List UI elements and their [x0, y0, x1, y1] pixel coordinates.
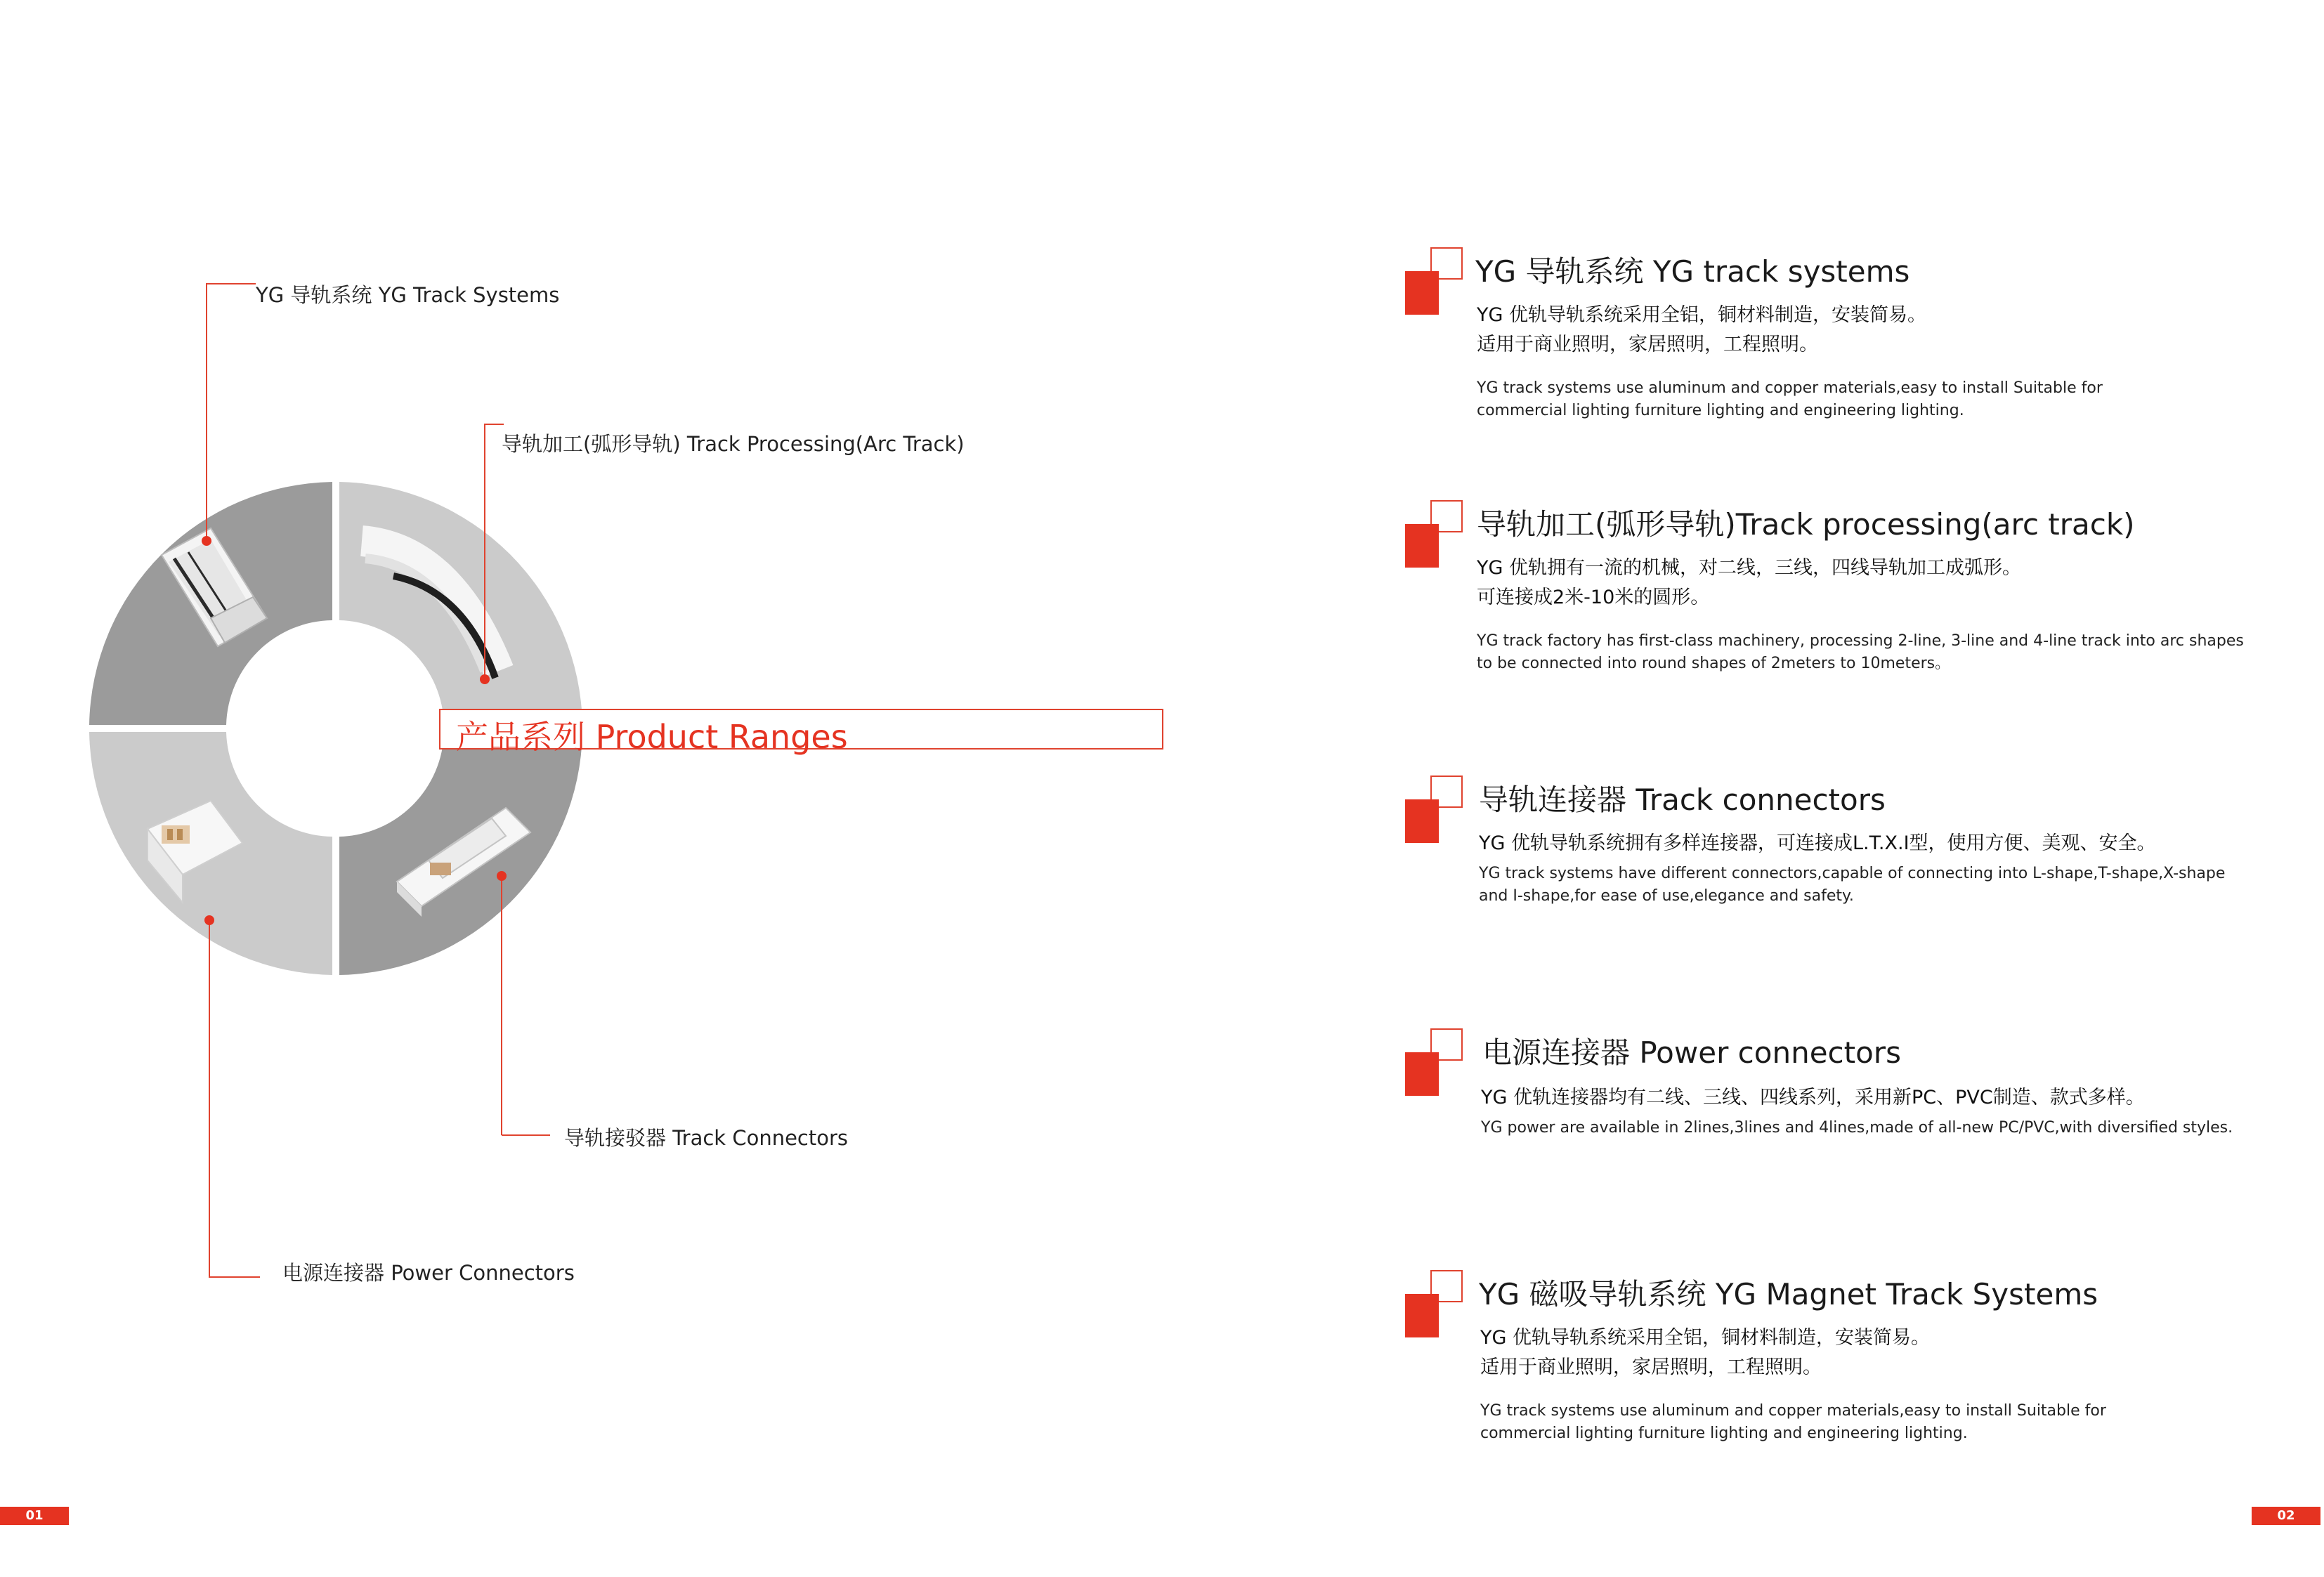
section-cn-line-1: YG 优轨拥有一流的机械，对二线，三线，四线导轨加工成弧形。 — [1477, 557, 2021, 579]
callout-track-systems: YG 导轨系统 YG Track Systems — [256, 283, 560, 307]
section-marker-fill — [1405, 524, 1439, 568]
section-cn-line-1: YG 优轨连接器均有二线、三线、四线系列，采用新PC、PVC制造、款式多样。 — [1481, 1087, 2145, 1108]
section-title: YG 磁吸导轨系统 YG Magnet Track Systems — [1479, 1277, 2098, 1311]
callout-track-connectors: 导轨接驳器 Track Connectors — [564, 1126, 849, 1150]
section-marker-fill — [1405, 1052, 1439, 1096]
section-cn-line-2: 适用于商业照明，家居照明，工程照明。 — [1477, 334, 1818, 355]
section-en-line-2: to be connected into round shapes of 2meters to 10meters。 — [1477, 655, 1951, 672]
callout-arc-track: 导轨加工(弧形导轨) Track Processing(Arc Track) — [502, 432, 965, 456]
section-en-line-1: YG track systems use aluminum and copper materials,easy to install Suitable for — [1477, 379, 2103, 397]
callout-power-connectors: 电源连接器 Power Connectors — [282, 1261, 575, 1285]
section-en-line-1: YG track factory has first-class machinery, processing 2-line, 3-line and 4-line track into arc shapes — [1477, 632, 2244, 650]
product-ranges-banner — [439, 709, 1163, 756]
section-cn-line-1: YG 优轨导轨系统采用全铝，铜材料制造，安装简易。 — [1477, 304, 1926, 326]
section-en-line-2: and I-shape,for ease of use,elegance and safety. — [1479, 887, 1854, 905]
section-cn-line-2: 适用于商业照明，家居照明，工程照明。 — [1480, 1356, 1822, 1378]
section-marker-fill — [1405, 271, 1439, 315]
section-en-line-1: YG track systems have different connectors,capable of connecting into L-shape,T-shape,X-shape — [1479, 865, 2226, 882]
section-cn-line-1: YG 优轨导轨系统拥有多样连接器，可连接成L.T.X.I型，使用方便、美观、安全。 — [1479, 832, 2156, 854]
section-en-line-2: commercial lighting furniture lighting and engineering lighting. — [1477, 402, 1964, 419]
section-title: 电源连接器 Power connectors — [1482, 1035, 1901, 1070]
section-title: YG 导轨系统 YG track systems — [1475, 254, 1910, 289]
section-en-line-2: commercial lighting furniture lighting and engineering lighting. — [1480, 1425, 1968, 1442]
section-title: 导轨加工(弧形导轨)Track processing(arc track) — [1477, 507, 2135, 542]
section-marker-fill — [1405, 1294, 1439, 1337]
section-en-line-1: YG power are available in 2lines,3lines and 4lines,made of all-new PC/PVC,with diversified styles. — [1481, 1119, 2233, 1137]
section-cn-line-1: YG 优轨导轨系统采用全铝，铜材料制造，安装简易。 — [1480, 1327, 1930, 1349]
section-cn-line-2: 可连接成2米-10米的圆形。 — [1477, 587, 1710, 608]
section-marker-fill — [1405, 799, 1439, 843]
product-ranges-title: 产品系列 Product Ranges — [456, 718, 848, 756]
section-title: 导轨连接器 Track connectors — [1479, 783, 1886, 817]
page-number-right: 02 — [2252, 1507, 2320, 1525]
page-number-left: 01 — [0, 1507, 69, 1525]
section-en-line-1: YG track systems use aluminum and copper materials,easy to install Suitable for — [1480, 1402, 2106, 1420]
